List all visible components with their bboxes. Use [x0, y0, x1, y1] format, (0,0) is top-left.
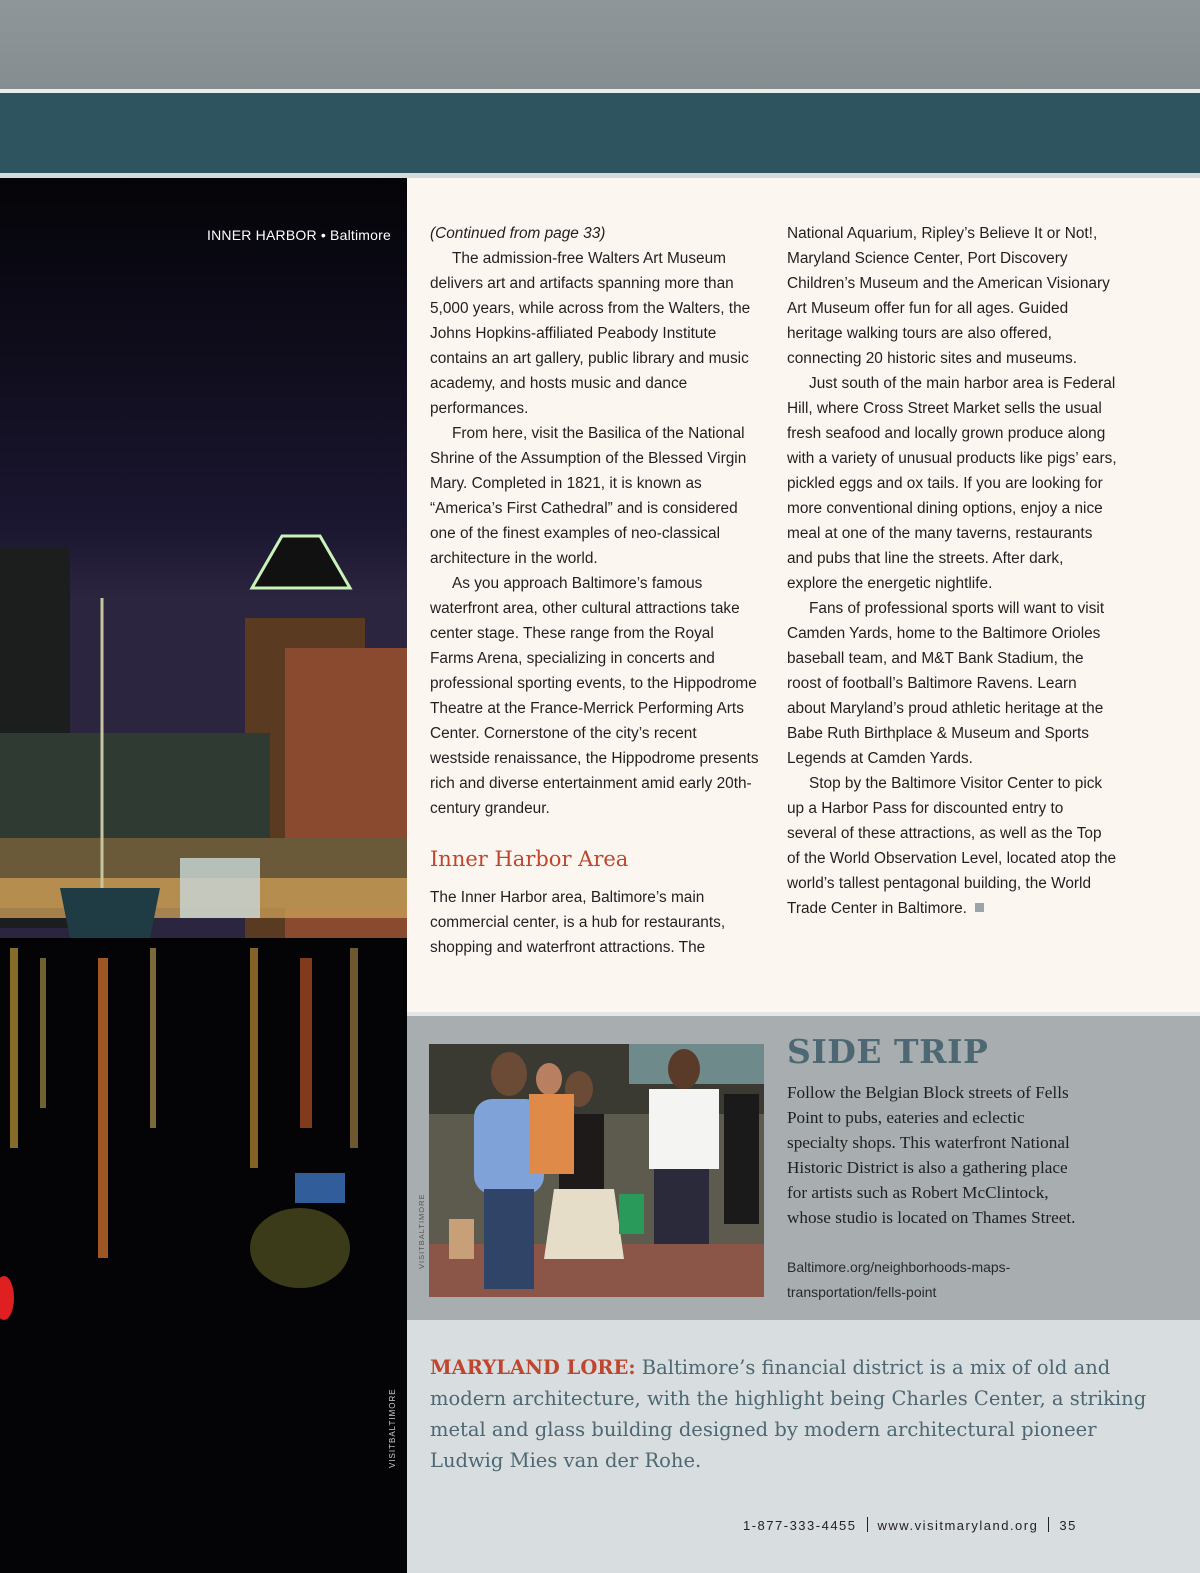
footer-phone: 1-877-333-4455 — [743, 1518, 857, 1533]
photo-caption: INNER HARBOR • Baltimore — [207, 227, 391, 243]
paragraph: As you approach Baltimore’s famous waterfront area, other cultural attractions take center stage. These range from the Royal Farms Arena, specializing in concerts and professional sporting events, to the Hippodrome Theatre at the France-Merrick Performing Arts Center. Cornerstone of the city’s recent westside renaissance, the Hippodrome presents rich and diverse entertainment amid early 20th-century grandeur. — [430, 575, 759, 817]
lore-body: Baltimore’s financial district is a mix of old and modern architecture, with the highlight being Charles Center, a striking metal and glass building designed by modern architectural pioneer Ludwig Mies van der Rohe. — [430, 1356, 1147, 1472]
lore-label: MARYLAND LORE: — [430, 1356, 636, 1379]
side-trip-body: Follow the Belgian Block streets of Fells Point to pubs, eateries and eclectic specialty shops. This waterfront National Historic District is also a gathering place for artists such as Robert McClintock, whose studio is located on Thames Street. — [787, 1083, 1076, 1227]
inner-harbor-night-photo — [0, 178, 407, 1573]
photo-credit: VISITBALTIMORE — [388, 1388, 397, 1468]
fells-point-photo — [429, 1044, 764, 1297]
lore-text — [430, 1352, 1150, 1476]
maryland-lore-box — [407, 1320, 1200, 1573]
paragraph: The Inner Harbor area, Baltimore’s main commercial center, is a hub for restaurants, shopping and waterfront attractions. The — [430, 889, 726, 956]
side-trip-photo-credit: VISITBALTIMORE — [417, 1193, 426, 1269]
continued-note: (Continued from page 33) — [430, 225, 606, 242]
page-number: 35 — [1059, 1518, 1077, 1533]
header-gray-band — [0, 0, 1200, 89]
paragraph-text: Stop by the Baltimore Visitor Center to pick up a Harbor Pass for discounted entry to several of these attractions, as well as the Top of the World Observation Level, located atop the world’s tallest pentagonal building, the World Trade Center in Baltimore. — [787, 775, 1117, 917]
paragraph: From here, visit the Basilica of the National Shrine of the Assumption of the Blessed Virgin Mary. Completed in 1821, it is known as “America’s First Cathedral” and is considered one of the finest examples of neo-classical architecture in the world. — [430, 425, 747, 567]
header-teal-band — [0, 93, 1200, 173]
footer-url[interactable]: www.visitmaryland.org — [877, 1518, 1039, 1533]
paragraph: The admission-free Walters Art Museum delivers art and artifacts spanning more than 5,000 years, while across from the Walters, the Johns Hopkins-affiliated Peabody Institute contains an art gallery, public library and music academy, and hosts music and dance performances. — [430, 250, 751, 417]
paragraph: Fans of professional sports will want to visit Camden Yards, home to the Baltimore Orioles baseball team, and M&T Bank Stadium, the roost of football’s Baltimore Ravens. Learn about Maryland’s proud athletic heritage at the Babe Ruth Birthplace & Museum and Sports Legends at Camden Yards. — [787, 600, 1105, 767]
end-mark-icon — [975, 903, 984, 912]
section-heading: Inner Harbor Area — [430, 847, 629, 871]
footer-separator — [867, 1517, 868, 1532]
page-footer — [743, 1517, 1077, 1533]
footer-separator — [1048, 1517, 1049, 1532]
paragraph: Just south of the main harbor area is Federal Hill, where Cross Street Market sells the usual fresh seafood and locally grown produce along with a variety of unusual products like pigs’ ears, pickled eggs and ox tails. If you are looking for more conventional dining options, enjoy a nice meal at one of the many taverns, restaurants and pubs that line the streets. After dark, explore the energetic nightlife. — [787, 375, 1117, 592]
side-trip-link[interactable]: Baltimore.org/neighborhoods-maps-transportation/fells-point — [787, 1259, 1011, 1300]
article-column-1 — [430, 221, 760, 960]
side-trip-title: SIDE TRIP — [787, 1032, 989, 1071]
paragraph — [787, 771, 1117, 921]
article-column-2 — [787, 221, 1117, 921]
paragraph: National Aquarium, Ripley’s Believe It or Not!, Maryland Science Center, Port Discovery Children’s Museum and the American Visionary Art Museum offer fun for all ages. Guided heritage walking tours are also offered, connecting 20 historic sites and museums. — [787, 225, 1110, 367]
side-trip-box — [407, 1012, 1200, 1324]
